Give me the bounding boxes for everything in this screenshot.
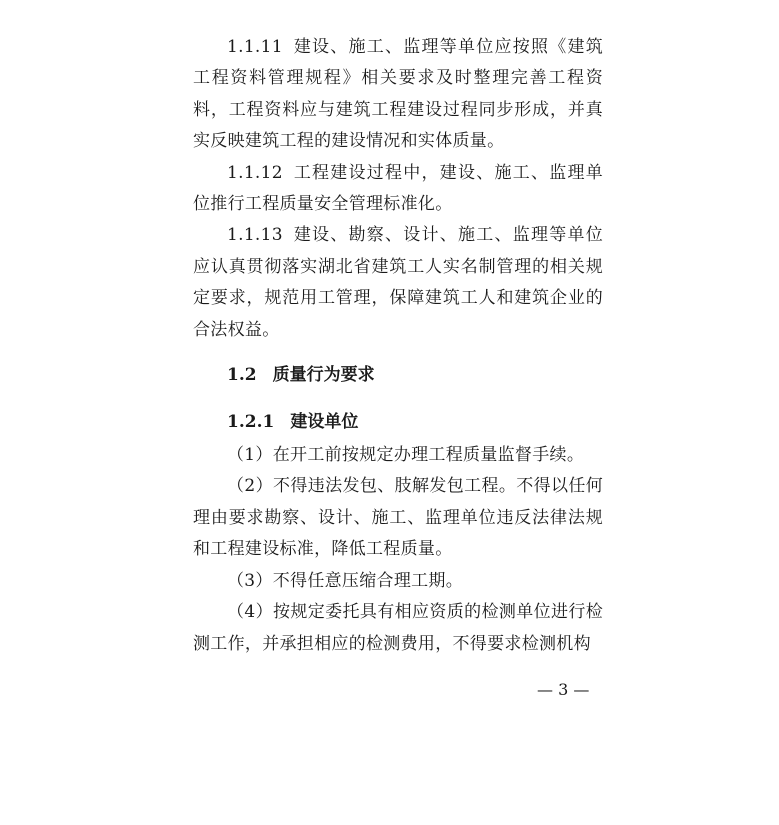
clause-text: 工程建设过程中，建设、施工、监理单位推行工程质量安全管理标准化。 (193, 162, 603, 215)
subsection-title: 建设单位 (290, 412, 359, 433)
clause-text: 建设、勘察、设计、施工、监理等单位应认真贯彻落实湖北省建筑工人实名制管理的相关规定要求，规范用工管理，保障建筑工人和建筑企业的合法权益。 (193, 225, 603, 340)
item-2: （2）不得违法发包、肢解发包工程。不得以任何理由要求勘察、设计、施工、监理单位违反法律法规和工程建设标准，降低工程质量。 (193, 476, 603, 560)
clause-number: 1.1.12 (227, 162, 283, 183)
clause-1-1-12 (193, 158, 603, 221)
clause-number: 1.1.11 (227, 37, 283, 57)
section-title: 质量行为要求 (272, 365, 375, 386)
item-3: （3）不得任意压缩合理工期。 (227, 570, 464, 591)
section-heading (193, 360, 603, 391)
subsection-heading (193, 407, 603, 438)
page-number: — 3 — (537, 680, 590, 699)
clause-1-1-13 (193, 220, 603, 346)
item-1: （1）在开工前按规定办理工程质量监督手续。 (227, 445, 585, 466)
clause-1-1-11 (193, 32, 603, 158)
document-page (193, 32, 603, 660)
clause-text: 建设、施工、监理等单位应按照《建筑工程资料管理规程》相关要求及时整理完善工程资料，工程资料应与建筑工程建设过程同步形成，并真实反映建筑工程的建设情况和实体质量。 (193, 37, 603, 152)
subsection-number: 1.2.1 (227, 412, 275, 433)
clause-number: 1.1.13 (227, 225, 283, 246)
section-number: 1.2 (227, 365, 257, 386)
item-4: （4）按规定委托具有相应资质的检测单位进行检测工作，并承担相应的检测费用，不得要求检测机构 (193, 602, 603, 654)
